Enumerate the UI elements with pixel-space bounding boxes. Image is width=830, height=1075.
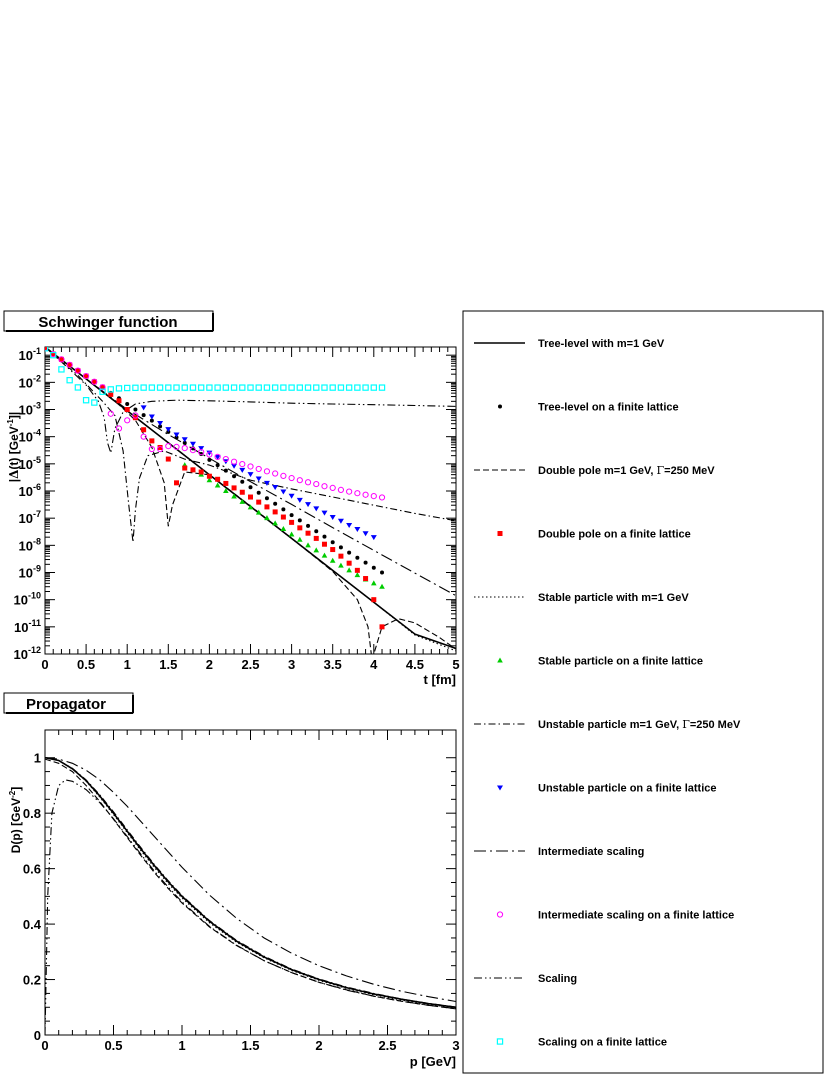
x-tick-label: 2 xyxy=(205,657,214,672)
point-scaling_lattice xyxy=(289,385,294,390)
x-tick-label: 1.5 xyxy=(159,657,178,672)
schwinger-ylabel xyxy=(6,412,21,483)
point-tree_lattice xyxy=(355,556,359,560)
point-scaling_lattice xyxy=(223,385,228,390)
legend-label: Unstable particle on a finite lattice xyxy=(538,782,717,795)
x-tick-label: 5 xyxy=(452,657,460,672)
point-intermediate_lattice xyxy=(305,480,310,485)
point-intermediate_lattice xyxy=(108,411,113,416)
point-scaling_lattice xyxy=(256,385,261,390)
point-double_lattice xyxy=(363,576,368,581)
point-double_lattice xyxy=(338,554,343,559)
point-double_lattice xyxy=(166,457,171,462)
point-unstable_lattice xyxy=(330,515,336,520)
point-intermediate_lattice xyxy=(256,466,261,471)
x-tick-label: 2 xyxy=(315,1038,323,1053)
point-tree_lattice xyxy=(265,496,269,500)
point-intermediate_lattice xyxy=(363,492,368,497)
point-tree_lattice xyxy=(364,561,368,565)
line-double_pole xyxy=(45,759,456,1009)
legend-label: Double pole m=1 GeV, Γ=250 MeV xyxy=(538,464,715,477)
point-intermediate_lattice xyxy=(116,426,121,431)
point-stable_lattice xyxy=(322,553,328,558)
point-double_lattice xyxy=(264,504,269,509)
point-stable_lattice xyxy=(272,520,278,525)
point-intermediate_lattice xyxy=(273,471,278,476)
line-scaling xyxy=(45,347,456,453)
point-intermediate_lattice xyxy=(338,487,343,492)
point-tree_lattice xyxy=(142,413,146,417)
x-tick-label: 1 xyxy=(178,1038,186,1053)
point-tree_lattice xyxy=(380,571,384,575)
y-tick-label: 0.6 xyxy=(22,861,41,877)
point-double_lattice xyxy=(306,531,311,536)
point-scaling_lattice xyxy=(231,385,236,390)
x-tick-label: 1 xyxy=(123,657,131,672)
point-unstable_lattice xyxy=(280,489,286,494)
series-unstable_lattice xyxy=(141,405,377,540)
point-double_lattice xyxy=(248,495,253,500)
point-scaling_lattice xyxy=(67,378,72,383)
point-double_lattice xyxy=(330,547,335,552)
point-intermediate_lattice xyxy=(125,418,130,423)
point-scaling_lattice xyxy=(84,398,89,403)
x-tick-label: 3 xyxy=(452,1038,460,1053)
point-unstable_lattice xyxy=(363,531,369,536)
point-tree_lattice xyxy=(232,474,236,478)
point-stable_lattice xyxy=(313,547,319,552)
line-intermediate xyxy=(45,347,456,596)
y-tick-label: 0 xyxy=(33,1028,41,1043)
point-stable_lattice xyxy=(346,567,352,572)
y-tick-label: 1 xyxy=(33,750,41,766)
point-double_lattice xyxy=(273,509,278,514)
ylabel2-pre: D(p) [GeV xyxy=(9,797,23,854)
point-unstable_lattice xyxy=(272,485,278,490)
point-stable_lattice xyxy=(371,580,377,585)
point-unstable_lattice xyxy=(157,421,163,426)
point-stable_lattice xyxy=(305,542,311,547)
point-scaling_lattice xyxy=(149,385,154,390)
point-intermediate_lattice xyxy=(231,459,236,464)
y-tick-label: $10^{-6}$ xyxy=(18,482,41,500)
point-unstable_lattice xyxy=(289,494,295,499)
legend-label: Double pole on a finite lattice xyxy=(538,528,691,541)
ylabel2-sup: -2 xyxy=(8,790,17,798)
point-double_lattice xyxy=(190,467,195,472)
point-double_lattice xyxy=(199,470,204,475)
x-tick-label: 0.5 xyxy=(77,657,96,672)
point-double_lattice xyxy=(223,481,228,486)
svg-text:D(p) [GeV-2] xyxy=(8,787,23,853)
point-double_lattice xyxy=(149,438,154,443)
point-stable_lattice xyxy=(330,558,336,563)
point-tree_lattice xyxy=(347,551,351,555)
point-intermediate_lattice xyxy=(182,445,187,450)
legend-box xyxy=(463,311,823,1073)
point-tree_lattice xyxy=(281,507,285,511)
point-unstable_lattice xyxy=(165,427,171,432)
point-unstable_lattice xyxy=(313,506,319,511)
x-tick-label: 4 xyxy=(370,657,378,672)
point-scaling_lattice xyxy=(248,385,253,390)
point-scaling_lattice xyxy=(305,385,310,390)
point-double_lattice xyxy=(174,480,179,485)
svg-text:|Δ(t) [GeV-1]| xyxy=(6,412,21,483)
point-double_lattice xyxy=(182,466,187,471)
point-intermediate_lattice xyxy=(355,491,360,496)
point-double_lattice xyxy=(232,485,237,490)
point-intermediate_lattice xyxy=(314,481,319,486)
schwinger-panel xyxy=(4,311,460,687)
y-tick-label: $10^{-7}$ xyxy=(18,509,41,527)
point-double_lattice xyxy=(125,407,130,412)
point-tree_lattice xyxy=(372,566,376,570)
y-tick-label: $10^{-4}$ xyxy=(18,427,41,445)
point-double_lattice xyxy=(289,520,294,525)
y-tick-label: $10^{-2}$ xyxy=(18,373,41,391)
point-unstable_lattice xyxy=(248,472,254,477)
point-unstable_lattice xyxy=(256,476,262,481)
point-stable_lattice xyxy=(289,532,295,537)
point-double_lattice xyxy=(240,490,245,495)
x-tick-label: 4.5 xyxy=(405,657,424,672)
line-intermediate xyxy=(45,758,456,1002)
x-tick-label: 3.5 xyxy=(323,657,342,672)
propagator-title: Propagator xyxy=(25,696,107,713)
point-scaling_lattice xyxy=(363,385,368,390)
point-tree_lattice xyxy=(322,535,326,539)
ylabel-sup: -1 xyxy=(6,419,15,427)
point-stable_lattice xyxy=(338,563,344,568)
point-intermediate_lattice xyxy=(264,469,269,474)
y-tick-label: 0.4 xyxy=(22,917,41,933)
point-double_lattice xyxy=(281,515,286,520)
y-tick-label: $10^{-11}$ xyxy=(14,617,41,635)
point-scaling_lattice xyxy=(157,385,162,390)
point-tree_lattice xyxy=(216,463,220,467)
y-tick-label: $10^{-10}$ xyxy=(13,590,41,608)
point-double_lattice xyxy=(322,542,327,547)
ylabel-mid: (t) [GeV xyxy=(7,426,21,470)
point-intermediate_lattice xyxy=(281,473,286,478)
ylabel2-post: ] xyxy=(9,786,23,791)
point-scaling_lattice xyxy=(314,385,319,390)
point-double_lattice xyxy=(215,477,220,482)
point-double_lattice xyxy=(371,597,376,602)
line-unstable xyxy=(45,347,456,542)
point-unstable_lattice xyxy=(182,437,188,442)
point-scaling_lattice xyxy=(59,367,64,372)
point-double_lattice xyxy=(314,536,319,541)
ylabel-post: ]| xyxy=(7,411,21,420)
point-scaling_lattice xyxy=(125,385,130,390)
legend-label: Scaling xyxy=(538,973,578,985)
point-double_lattice xyxy=(380,624,385,629)
point-unstable_lattice xyxy=(174,433,180,438)
y-tick-label: $10^{-8}$ xyxy=(18,536,41,554)
point-double_lattice xyxy=(355,568,360,573)
legend-label: Tree-level with m=1 GeV xyxy=(538,338,665,350)
legend-label: Scaling on a finite lattice xyxy=(538,1036,667,1049)
legend-marker xyxy=(498,405,502,409)
propagator-ylabel xyxy=(8,787,23,853)
ylabel-sym: Δ xyxy=(7,469,21,479)
point-scaling_lattice xyxy=(338,385,343,390)
point-tree_lattice xyxy=(240,480,244,484)
point-unstable_lattice xyxy=(321,511,327,516)
point-scaling_lattice xyxy=(281,385,286,390)
legend xyxy=(463,311,823,1073)
x-tick-label: 0 xyxy=(41,657,49,672)
y-tick-label: $10^{-9}$ xyxy=(18,563,41,581)
propagator-panel xyxy=(4,693,460,1069)
y-tick-label: $10^{-12}$ xyxy=(13,645,41,662)
point-stable_lattice xyxy=(355,572,361,577)
point-intermediate_lattice xyxy=(371,493,376,498)
point-unstable_lattice xyxy=(190,442,196,447)
x-tick-label: 0.5 xyxy=(104,1038,123,1053)
line-unstable xyxy=(45,758,456,1007)
point-stable_lattice xyxy=(379,584,385,589)
point-intermediate_lattice xyxy=(166,443,171,448)
point-double_lattice xyxy=(108,392,113,397)
point-scaling_lattice xyxy=(174,385,179,390)
point-unstable_lattice xyxy=(141,405,147,410)
schwinger-xlabel: t [fm] xyxy=(423,672,456,687)
line-tree_level xyxy=(45,758,456,1008)
point-scaling_lattice xyxy=(355,385,360,390)
x-tick-label: 2.5 xyxy=(378,1038,397,1053)
point-double_lattice xyxy=(116,398,121,403)
point-tree_lattice xyxy=(133,408,137,412)
point-double_lattice xyxy=(297,525,302,530)
propagator-plot-area xyxy=(23,730,460,1053)
point-scaling_lattice xyxy=(166,385,171,390)
point-unstable_lattice xyxy=(346,523,352,528)
y-tick-label: 0.2 xyxy=(22,972,41,988)
legend-label: Intermediate scaling on a finite lattice xyxy=(538,909,735,922)
point-tree_lattice xyxy=(125,402,129,406)
point-intermediate_lattice xyxy=(297,478,302,483)
legend-marker xyxy=(498,531,503,536)
legend-label: Intermediate scaling xyxy=(538,846,645,858)
plot-frame xyxy=(45,347,456,654)
point-scaling_lattice xyxy=(297,385,302,390)
line-double_pole xyxy=(45,347,456,654)
point-unstable_lattice xyxy=(305,502,311,507)
point-scaling_lattice xyxy=(322,385,327,390)
point-scaling_lattice xyxy=(207,385,212,390)
point-double_lattice xyxy=(256,500,261,505)
point-tree_lattice xyxy=(257,491,261,495)
series-double_lattice xyxy=(43,346,385,630)
y-tick-label: 0.8 xyxy=(22,806,41,822)
point-unstable_lattice xyxy=(338,519,344,524)
point-tree_lattice xyxy=(314,529,318,533)
y-tick-label: $10^{-1}$ xyxy=(18,346,41,364)
point-unstable_lattice xyxy=(297,498,303,503)
propagator-xlabel: p [GeV] xyxy=(409,1054,456,1069)
point-scaling_lattice xyxy=(92,400,97,405)
point-unstable_lattice xyxy=(354,527,360,532)
point-unstable_lattice xyxy=(371,535,377,540)
x-tick-label: 1.5 xyxy=(241,1038,260,1053)
point-double_lattice xyxy=(141,427,146,432)
point-scaling_lattice xyxy=(379,385,384,390)
point-tree_lattice xyxy=(290,513,294,517)
schwinger-plot-area xyxy=(14,346,460,672)
series-stable_lattice xyxy=(182,462,385,589)
point-scaling_lattice xyxy=(182,385,187,390)
point-scaling_lattice xyxy=(141,385,146,390)
point-scaling_lattice xyxy=(240,385,245,390)
point-scaling_lattice xyxy=(190,385,195,390)
point-double_lattice xyxy=(207,474,212,479)
point-intermediate_lattice xyxy=(240,461,245,466)
point-intermediate_lattice xyxy=(289,475,294,480)
ylabel-pre: | xyxy=(7,478,21,483)
point-scaling_lattice xyxy=(215,385,220,390)
point-intermediate_lattice xyxy=(347,489,352,494)
point-tree_lattice xyxy=(331,540,335,544)
point-intermediate_lattice xyxy=(322,484,327,489)
point-scaling_lattice xyxy=(330,385,335,390)
point-double_lattice xyxy=(347,561,352,566)
legend-label: Tree-level on a finite lattice xyxy=(538,401,679,414)
series-scaling_lattice xyxy=(42,346,384,406)
point-tree_lattice xyxy=(306,524,310,528)
x-tick-label: 0 xyxy=(41,1038,49,1053)
point-tree_lattice xyxy=(273,502,277,506)
point-tree_lattice xyxy=(298,518,302,522)
point-tree_lattice xyxy=(339,545,343,549)
point-tree_lattice xyxy=(249,485,253,489)
legend-label: Unstable particle m=1 GeV, Γ=250 MeV xyxy=(538,718,741,731)
line-stable xyxy=(45,758,456,1008)
point-tree_lattice xyxy=(224,469,228,473)
point-scaling_lattice xyxy=(347,385,352,390)
point-scaling_lattice xyxy=(264,385,269,390)
x-tick-label: 2.5 xyxy=(241,657,260,672)
point-intermediate_lattice xyxy=(379,495,384,500)
point-unstable_lattice xyxy=(239,468,245,473)
point-intermediate_lattice xyxy=(330,485,335,490)
legend-label: Stable particle with m=1 GeV xyxy=(538,592,689,604)
schwinger-title: Schwinger function xyxy=(38,314,178,331)
point-scaling_lattice xyxy=(273,385,278,390)
y-tick-label: $10^{-3}$ xyxy=(18,400,41,418)
point-scaling_lattice xyxy=(133,385,138,390)
point-scaling_lattice xyxy=(371,385,376,390)
point-scaling_lattice xyxy=(199,385,204,390)
point-stable_lattice xyxy=(297,537,303,542)
line-scaling xyxy=(45,780,456,1035)
point-unstable_lattice xyxy=(149,415,155,420)
y-tick-label: $10^{-5}$ xyxy=(18,454,41,472)
point-scaling_lattice xyxy=(75,385,80,390)
point-stable_lattice xyxy=(281,526,287,531)
point-tree_lattice xyxy=(207,458,211,462)
point-intermediate_lattice xyxy=(248,464,253,469)
x-tick-label: 3 xyxy=(287,657,296,672)
point-scaling_lattice xyxy=(116,386,121,391)
legend-label: Stable particle on a finite lattice xyxy=(538,655,704,668)
